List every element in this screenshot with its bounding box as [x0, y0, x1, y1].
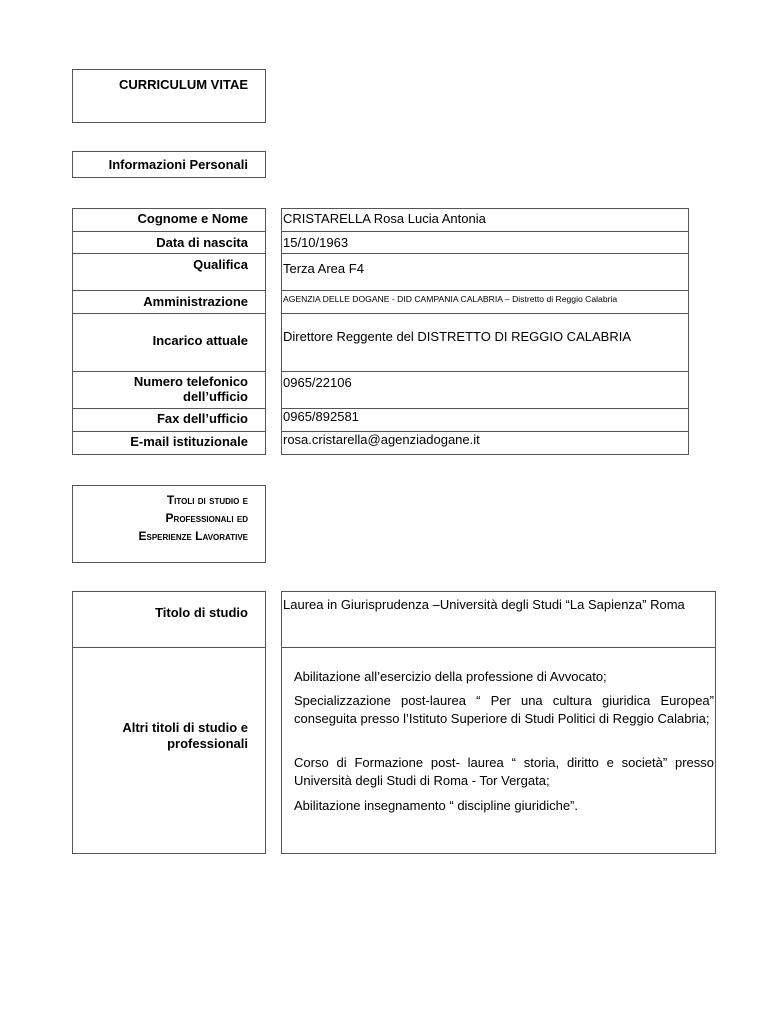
qualifica-label: Qualifica — [193, 257, 248, 272]
titolo-studio-value: Laurea in Giurisprudenza –Università degli Studi “La Sapienza” Roma — [283, 597, 685, 612]
email-value: rosa.cristarella@agenziadogane.it — [283, 432, 480, 447]
altri-titoli-item: Abilitazione all’esercizio della professione di Avvocato; — [294, 669, 607, 684]
titolo-studio-label: Titolo di studio — [155, 605, 248, 620]
telefono-value: 0965/22106 — [283, 375, 352, 390]
cv-title: CURRICULUM VITAE — [118, 77, 248, 92]
email-label: E-mail istituzionale — [130, 434, 248, 449]
fax-label: Fax dell’ufficio — [156, 411, 248, 426]
incarico-value: Direttore Reggente del DISTRETTO DI REGGIO CALABRIA — [283, 329, 631, 344]
amministrazione-label: Amministrazione — [143, 294, 248, 309]
altri-titoli-item: Corso di Formazione post- laurea “ storia, diritto e società” presso Università degli Studi di Roma - Tor Vergata; — [294, 755, 714, 788]
altri-titoli-item: Abilitazione insegnamento “ discipline giuridiche”. — [294, 798, 578, 813]
cognome-label: Cognome e Nome — [137, 211, 248, 226]
qualifica-value: Terza Area F4 — [283, 261, 364, 276]
personal-section-title: Informazioni Personali — [108, 157, 248, 172]
titoli-section-line3: Esperienze Lavorative — [138, 529, 248, 543]
titoli-section-line1: Titoli di studio e — [166, 493, 248, 507]
amministrazione-value: AGENZIA DELLE DOGANE - DID CAMPANIA CALABRIA – Distretto di Reggio Calabria — [283, 294, 618, 304]
fax-value: 0965/892581 — [283, 409, 359, 424]
titoli-section-line2: Professionali ed — [165, 511, 248, 525]
telefono-label: Numero telefonico dell’ufficio — [133, 374, 248, 404]
altri-titoli-item: Specializzazione post-laurea “ Per una cultura giuridica Europea” conseguita presso l’Istituto Superiore di Studi Politici di Reggio Calabria; — [294, 693, 714, 726]
nascita-label: Data di nascita — [156, 235, 248, 250]
altri-titoli-label: Altri titoli di studio e professionali — [122, 720, 248, 751]
incarico-label: Incarico attuale — [152, 333, 248, 348]
nascita-value: 15/10/1963 — [283, 235, 349, 250]
cognome-value: CRISTARELLA Rosa Lucia Antonia — [283, 211, 486, 226]
